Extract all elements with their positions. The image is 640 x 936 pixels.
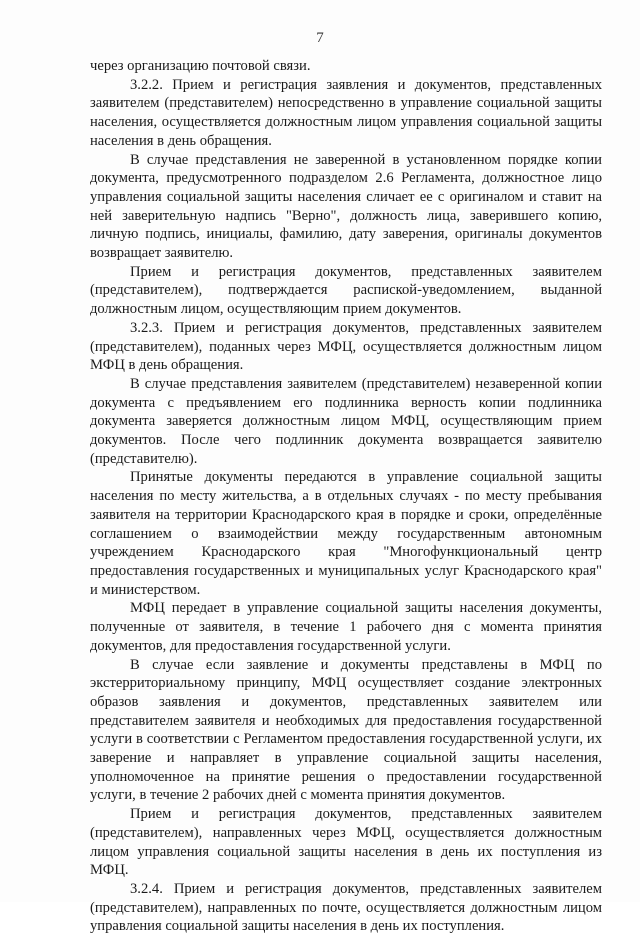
paragraph-mfc-transfer-deadline: МФЦ передает в управление социальной защиты населения документы, полученные от заявителя, в течение 1 рабочего дня с момента принятия документов, для предоставления государственной услуги.: [90, 600, 602, 654]
page-number: 7: [316, 30, 324, 46]
paragraph-copy-certification: В случае представления не заверенной в установленном порядке копии документа, предусмотренного подразделом 2.6 Регламента, должностное лицо управления социальной защиты населения сличает ее с оригиналом и ставит на ней заверительную надпись "Верно", должность лица, заверившего копию, личную подпись, инициалы, фамилию, дату заверения, оригиналы документов возвращает заявителю.: [90, 151, 602, 262]
paragraph-continuation: через организацию почтовой связи.: [90, 58, 311, 74]
paragraph-documents-transfer: Принятые документы передаются в управление социальной защиты населения по месту жительства, а в отдельных случаях - по месту пребывания заявителя на территории Краснодарского края в порядке и сроки, определённые соглашением о взаимодействии между государственным автономным учреждением Краснодарского края "Многофункциональный центр предоставления государственных и муниципальных услуг Краснодарского края" и министерством.: [90, 469, 602, 598]
paragraph-receipt-notice: Прием и регистрация документов, представленных заявителем (представителем), подтверждается распиской-уведомлением, выданной должностным лицом, осуществляющим прием документов.: [90, 263, 602, 318]
document-body: [90, 57, 602, 936]
paragraph-mfc-registration: Прием и регистрация документов, представленных заявителем (представителем), направленных через МФЦ, осуществляется должностным лицом управления социальной защиты населения в день их поступления из МФЦ.: [90, 806, 602, 879]
paragraph-mfc-copy-verification: В случае представления заявителем (представителем) незаверенной копии документа с предъявлением его подлинника верность копии подлинника документа заверяется должностным лицом МФЦ, осуществляющим прием документов. После чего подлинник документа возвращается заявителю (представителю).: [90, 375, 602, 467]
paragraph-extraterritorial: В случае если заявление и документы представлены в МФЦ по экстерриториальному принципу, МФЦ осуществляет создание электронных образов заявления и документов, представленных заявителем или представителем заявителя и необходимых для предоставления государственной услуги в соответствии с Регламентом предоставления государственной услуги, их заверение и направляет в управление социальной защиты населения, уполномоченное на принятие решения о предоставлении государственной услуги, в течение 2 рабочих дней с момента принятия документов.: [90, 656, 602, 804]
paragraph-3-2-4: 3.2.4. Прием и регистрация документов, представленных заявителем (представителем), направленных по почте, осуществляется должностным лицом управления социальной защиты населения в день их поступления.: [90, 880, 602, 935]
paragraph-3-2-2: 3.2.2. Прием и регистрация заявления и документов, представленных заявителем (представителем) непосредственно в управление социальной защиты населения, осуществляется должностным лицом управления социальной защиты населения в день обращения.: [90, 76, 602, 149]
paragraph-3-2-3: 3.2.3. Прием и регистрация документов, представленных заявителем (представителем), поданных через МФЦ, осуществляется должностным лицом МФЦ в день обращения.: [90, 319, 602, 374]
